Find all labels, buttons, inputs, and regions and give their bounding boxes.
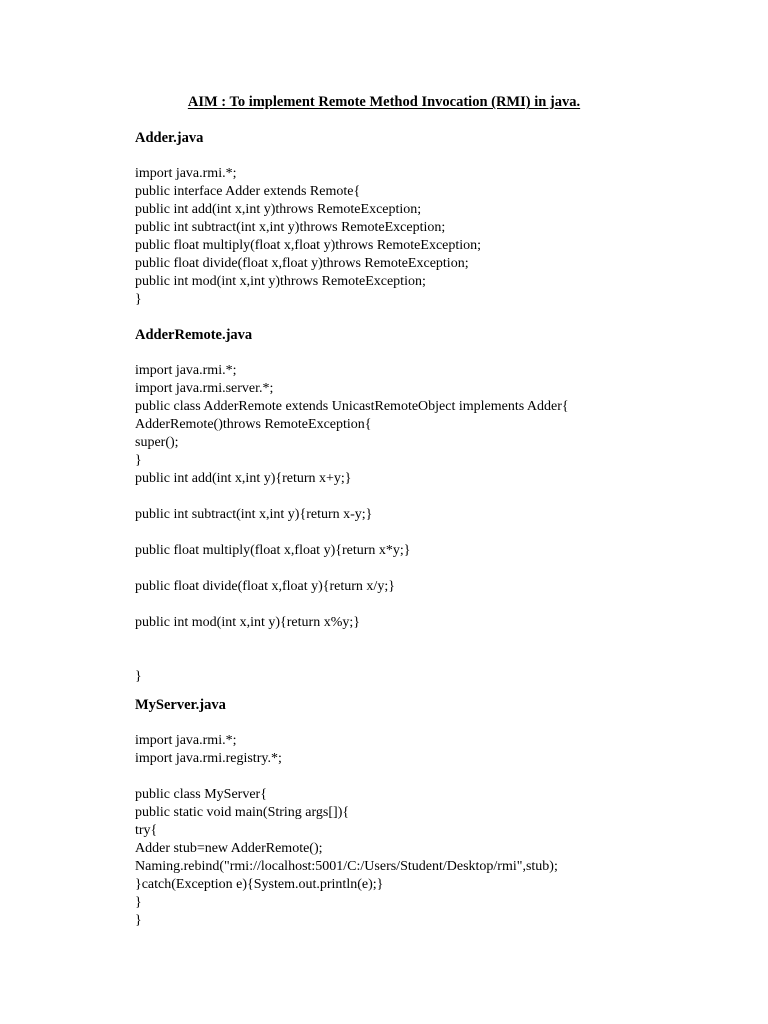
section-adder-java <box>135 129 755 309</box>
code-line: public interface Adder extends Remote{ <box>135 184 361 199</box>
code-line: AdderRemote()throws RemoteException{ <box>135 417 372 432</box>
code-block <box>135 165 755 309</box>
page-title: AIM : To implement Remote Method Invocation (RMI) in java. <box>187 94 581 110</box>
code-line: } <box>135 895 142 910</box>
code-line: public static void main(String args[]){ <box>135 805 350 820</box>
code-line: import java.rmi.registry.*; <box>135 751 282 766</box>
code-line: public int mod(int x,int y){return x%y;} <box>135 615 360 630</box>
code-line: } <box>135 913 142 928</box>
code-line: super(); <box>135 435 179 450</box>
blank-line <box>135 524 755 542</box>
section-heading: Adder.java <box>135 130 204 146</box>
code-line: public int add(int x,int y){return x+y;} <box>135 471 352 486</box>
blank-line <box>135 488 755 506</box>
blank-line <box>135 560 755 578</box>
section-heading: AdderRemote.java <box>135 327 253 343</box>
code-line: import java.rmi.*; <box>135 363 237 378</box>
code-line: public int subtract(int x,int y)throws RemoteException; <box>135 220 446 235</box>
code-block <box>135 362 755 686</box>
code-line: import java.rmi.*; <box>135 166 237 181</box>
blank-line <box>135 596 755 614</box>
code-line: public class MyServer{ <box>135 787 267 802</box>
code-line: public float divide(float x,float y){return x/y;} <box>135 579 395 594</box>
section-adder-remote-java <box>135 326 755 686</box>
section-heading: MyServer.java <box>135 697 226 713</box>
code-line: import java.rmi.*; <box>135 733 237 748</box>
code-line: public float divide(float x,float y)throws RemoteException; <box>135 256 469 271</box>
code-line: public int add(int x,int y)throws RemoteException; <box>135 202 422 217</box>
code-line: public float multiply(float x,float y){return x*y;} <box>135 543 411 558</box>
code-line: Naming.rebind("rmi://localhost:5001/C:/Users/Student/Desktop/rmi",stub); <box>135 859 558 874</box>
blank-line <box>135 632 755 668</box>
code-line: Adder stub=new AdderRemote(); <box>135 841 323 856</box>
code-line: public float multiply(float x,float y)throws RemoteException; <box>135 238 482 253</box>
code-line: public class AdderRemote extends UnicastRemoteObject implements Adder{ <box>135 399 569 414</box>
code-line: } <box>135 669 142 684</box>
code-line: public int mod(int x,int y)throws RemoteException; <box>135 274 426 289</box>
blank-line <box>135 768 755 786</box>
code-line: try{ <box>135 823 158 838</box>
section-myserver-java <box>135 696 755 930</box>
code-block <box>135 732 755 930</box>
code-line: public int subtract(int x,int y){return x-y;} <box>135 507 373 522</box>
code-line: } <box>135 292 142 307</box>
code-line: } <box>135 453 142 468</box>
code-line: }catch(Exception e){System.out.println(e);} <box>135 877 384 892</box>
code-line: import java.rmi.server.*; <box>135 381 274 396</box>
